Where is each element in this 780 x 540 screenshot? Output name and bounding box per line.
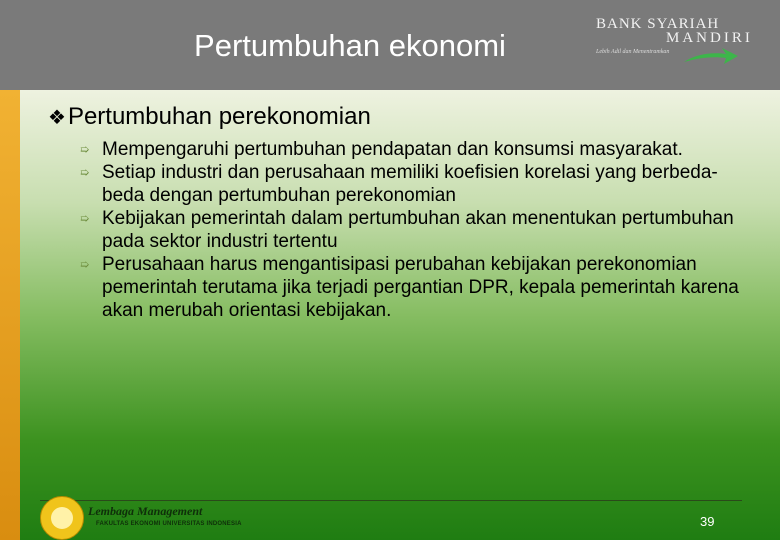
bank-logo — [596, 16, 753, 68]
slide-header — [0, 0, 780, 90]
arrow-bullet-icon: ➯ — [80, 259, 90, 271]
accent-bar — [0, 90, 20, 540]
arrow-bullet-icon: ➯ — [80, 144, 90, 156]
sub-bullet-item — [80, 207, 740, 253]
footer-divider — [40, 500, 742, 501]
sub-bullet-item — [80, 253, 740, 322]
arrow-bullet-icon: ➯ — [80, 167, 90, 179]
diamond-bullet-icon: ❖ — [48, 107, 66, 129]
slide-title: Pertumbuhan ekonomi — [194, 28, 506, 63]
arrow-bullet-icon: ➯ — [80, 213, 90, 225]
university-emblem-icon — [40, 496, 84, 540]
logo-swoosh-icon — [682, 44, 740, 66]
logo-text-line1: BANK SYARIAH — [596, 16, 720, 32]
sub-bullet-item — [80, 161, 740, 207]
main-bullet — [48, 103, 371, 131]
main-bullet-text: Pertumbuhan perekonomian — [67, 103, 371, 130]
sub-bullet-text: Setiap industri dan perusahaan memiliki koefisien korelasi yang berbeda-beda dengan pertumbuhan perekonomian — [102, 162, 718, 206]
sub-bullet-text: Mempengaruhi pertumbuhan pendapatan dan konsumsi masyarakat. — [102, 139, 683, 160]
footer-faculty: FAKULTAS EKONOMI UNIVERSITAS INDONESIA — [96, 521, 242, 527]
logo-tagline: Lebih Adil dan Menentramkan — [596, 49, 670, 55]
logo-text-line2: MANDIRI — [666, 30, 753, 46]
sub-bullet-item — [80, 138, 740, 161]
page-number: 39 — [700, 514, 715, 529]
sub-bullet-text: Perusahaan harus mengantisipasi perubahan kebijakan perekonomian pemerintah terutama jika terjadi pergantian DPR, kepala pemerintah karena akan merubah orientasi kebijakan. — [102, 254, 739, 321]
sub-bullet-text: Kebijakan pemerintah dalam pertumbuhan akan menentukan pertumbuhan pada sektor industri tertentu — [102, 208, 734, 252]
sub-bullet-list — [80, 138, 740, 322]
footer-org-name: Lembaga Management — [88, 504, 203, 518]
